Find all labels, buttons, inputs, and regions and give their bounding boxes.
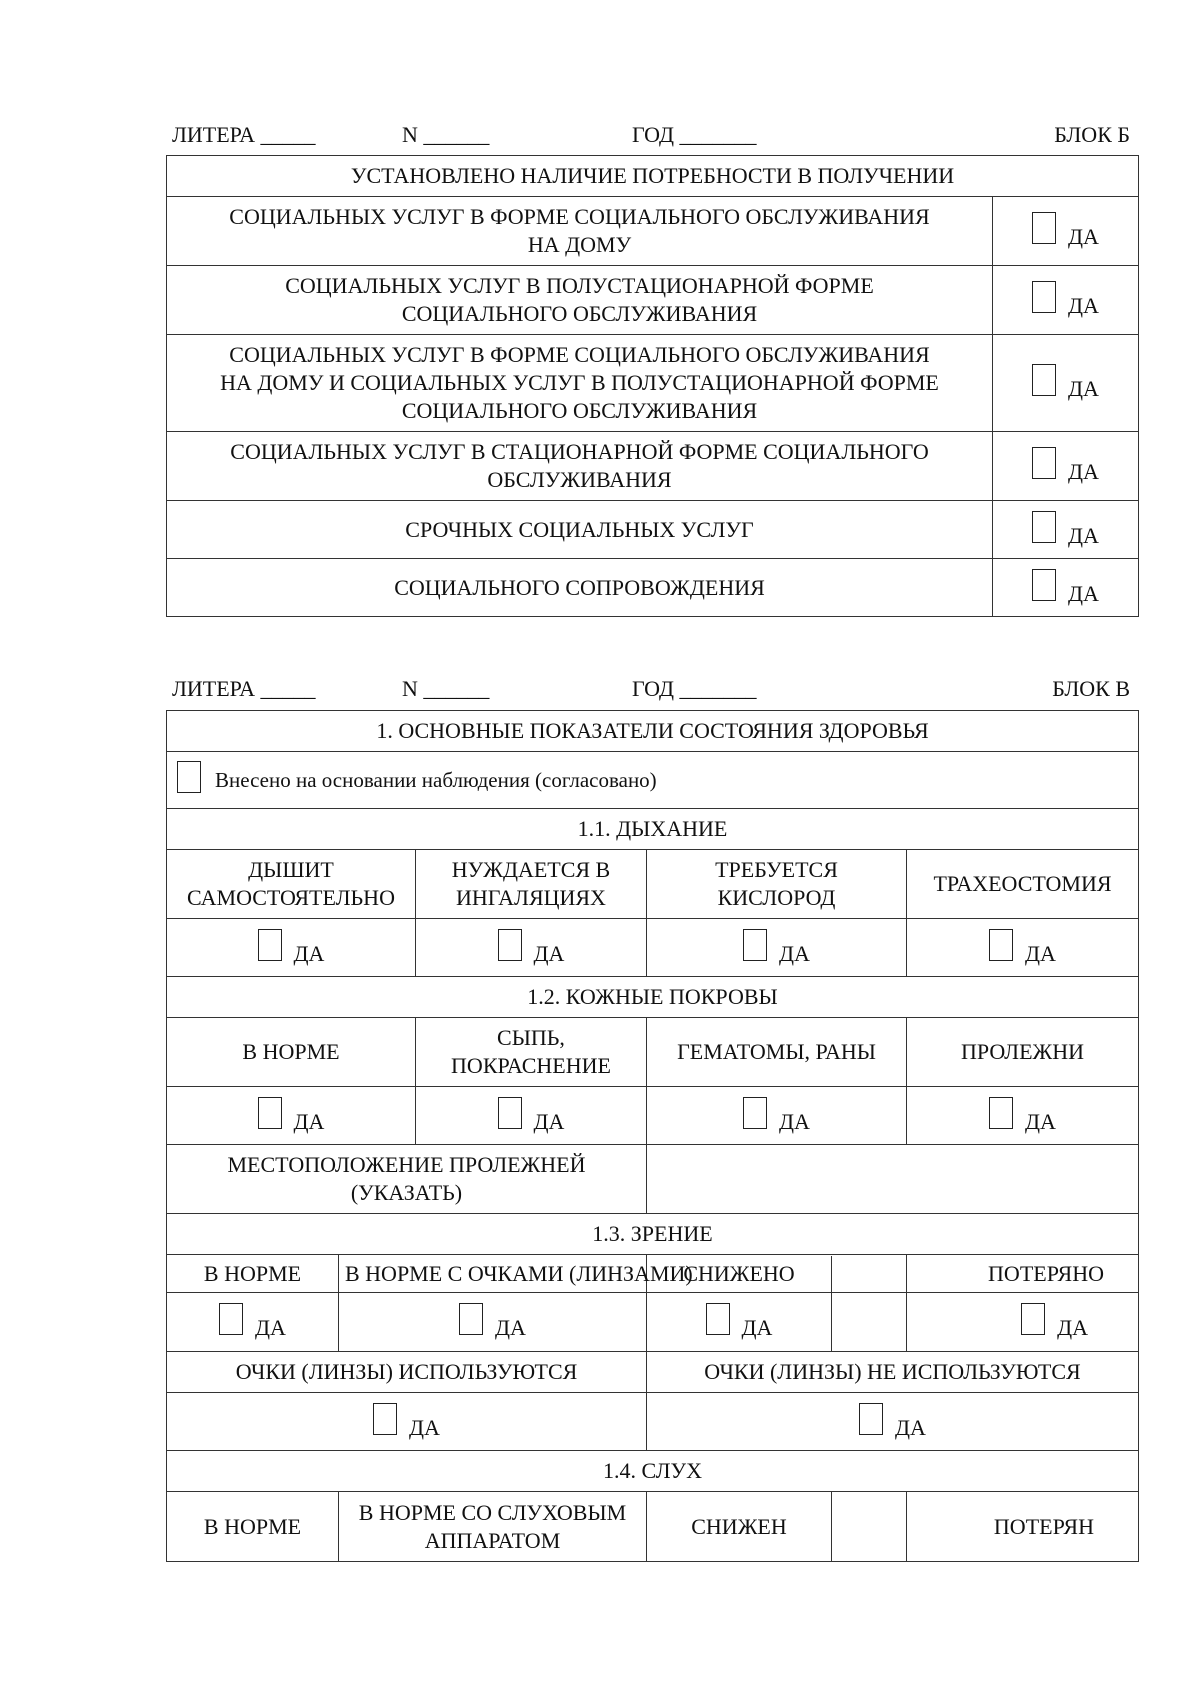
yes-cell <box>993 197 1139 266</box>
service-label <box>167 197 993 266</box>
yes-label: ДА <box>1025 1108 1056 1134</box>
yes-checkbox[interactable] <box>1032 569 1056 601</box>
hearing-section-title-row <box>167 1451 1139 1492</box>
service-label-line: ОБСЛУЖИВАНИЯ <box>487 467 672 492</box>
yes-label: ДА <box>741 1315 773 1340</box>
hearing-col-reduced: СНИЖЕН <box>647 1492 832 1561</box>
service-row <box>167 501 1139 559</box>
service-label-line: СОЦИАЛЬНЫХ УСЛУГ В СТАЦИОНАРНОЙ ФОРМЕ СОЦИАЛЬНОГО <box>230 439 929 464</box>
yes-checkbox[interactable] <box>498 929 522 961</box>
yes-cell <box>339 1293 647 1352</box>
yes-checkbox[interactable] <box>1032 511 1056 543</box>
vision-header-row <box>167 1255 1139 1293</box>
block-label: БЛОК Б <box>1054 122 1130 147</box>
yes-cell <box>416 919 647 977</box>
yes-checkbox[interactable] <box>859 1403 883 1435</box>
hearing-col-header <box>339 1492 647 1562</box>
breathing-col-line: ИНГАЛЯЦИЯХ <box>456 885 606 910</box>
vision-col-reduced: СНИЖЕНО <box>647 1256 832 1292</box>
breathing-col-line: САМОСТОЯТЕЛЬНО <box>187 885 395 910</box>
block-v-title: 1. ОСНОВНЫЕ ПОКАЗАТЕЛИ СОСТОЯНИЯ ЗДОРОВЬЯ <box>167 711 1139 752</box>
yes-cell <box>416 1087 647 1145</box>
yes-checkbox[interactable] <box>1021 1303 1045 1335</box>
vision-col-header <box>647 1255 907 1293</box>
yes-label: ДА <box>255 1315 286 1340</box>
yes-checkbox[interactable] <box>498 1097 522 1129</box>
breathing-col-header <box>167 850 416 919</box>
block-v-table <box>166 710 1139 1562</box>
bedsore-location-label <box>167 1145 647 1214</box>
hearing-split <box>647 1492 906 1561</box>
glasses-yes-row <box>167 1393 1139 1451</box>
glasses-not-used-header: ОЧКИ (ЛИНЗЫ) НЕ ИСПОЛЬЗУЮТСЯ <box>647 1352 1139 1393</box>
breathing-col-line: ДЫШИТ <box>248 857 334 882</box>
yes-label: ДА <box>1068 459 1099 484</box>
hearing-col-header: ПОТЕРЯН <box>907 1492 1139 1562</box>
block-b-title: УСТАНОВЛЕНО НАЛИЧИЕ ПОТРЕБНОСТИ В ПОЛУЧЕНИИ <box>167 156 1139 197</box>
yes-label: ДА <box>293 940 325 966</box>
service-label <box>167 335 993 432</box>
breathing-title: 1.1. ДЫХАНИЕ <box>167 809 1139 850</box>
yes-cell <box>647 919 907 977</box>
service-label-line: СОЦИАЛЬНЫХ УСЛУГ В ФОРМЕ СОЦИАЛЬНОГО ОБСЛУЖИВАНИЯ <box>229 342 930 367</box>
breathing-yes-row <box>167 919 1139 977</box>
skin-title: 1.2. КОЖНЫЕ ПОКРОВЫ <box>167 977 1139 1018</box>
block-b-title-row <box>167 156 1139 197</box>
service-label-line: СОЦИАЛЬНЫХ УСЛУГ В ПОЛУСТАЦИОНАРНОЙ ФОРМЕ <box>285 273 874 298</box>
yes-label: ДА <box>293 1108 325 1134</box>
yes-checkbox[interactable] <box>989 1097 1013 1129</box>
yes-label: ДА <box>495 1315 526 1340</box>
block-v-header <box>172 674 1130 704</box>
yes-checkbox[interactable] <box>706 1303 730 1335</box>
bedsore-location-row <box>167 1145 1139 1214</box>
yes-cell <box>907 1087 1139 1145</box>
service-label-line: НА ДОМУ <box>527 232 632 257</box>
yes-checkbox[interactable] <box>743 929 767 961</box>
hearing-spacer <box>832 1492 906 1561</box>
number-field: N ______ <box>402 122 490 147</box>
yes-label: ДА <box>779 940 810 966</box>
bedsore-location-line: МЕСТОПОЛОЖЕНИЕ ПРОЛЕЖНЕЙ <box>227 1152 586 1177</box>
yes-checkbox[interactable] <box>258 1097 282 1129</box>
observation-cell <box>167 752 1139 809</box>
yes-checkbox[interactable] <box>989 929 1013 961</box>
bedsore-location-line: (УКАЗАТЬ) <box>350 1180 463 1205</box>
year-field: ГОД _______ <box>632 122 757 147</box>
service-label-line: СОЦИАЛЬНЫХ УСЛУГ В ФОРМЕ СОЦИАЛЬНОГО ОБСЛУЖИВАНИЯ <box>229 204 930 229</box>
skin-col-header: В НОРМЕ <box>167 1018 416 1087</box>
skin-header-row <box>167 1018 1139 1087</box>
breathing-col-header: ТРАХЕОСТОМИЯ <box>907 850 1139 919</box>
skin-section-title-row <box>167 977 1139 1018</box>
service-label <box>167 266 993 335</box>
yes-cell <box>907 919 1139 977</box>
yes-checkbox[interactable] <box>1032 364 1056 396</box>
yes-label: ДА <box>1057 1315 1088 1340</box>
yes-checkbox[interactable] <box>1032 447 1056 479</box>
breathing-col-line: НУЖДАЕТСЯ В <box>451 857 611 882</box>
breathing-col-line: ТРЕБУЕТСЯ <box>715 857 838 882</box>
litera-field: ЛИТЕРА _____ <box>172 676 316 701</box>
hearing-col-line: АППАРАТОМ <box>424 1527 561 1553</box>
yes-cell <box>907 1293 1139 1352</box>
yes-label: ДА <box>1068 293 1099 318</box>
skin-col-header: ПРОЛЕЖНИ <box>907 1018 1139 1087</box>
observation-checkbox[interactable] <box>177 761 201 793</box>
year-field: ГОД _______ <box>632 676 757 701</box>
yes-label: ДА <box>409 1414 440 1440</box>
breathing-section-title-row <box>167 809 1139 850</box>
block-b-header <box>172 120 1130 150</box>
yes-cell <box>167 1393 647 1451</box>
vision-col-header: ПОТЕРЯНО <box>907 1255 1139 1293</box>
vision-yes-split <box>647 1293 906 1351</box>
vision-spacer <box>832 1256 906 1292</box>
yes-cell <box>167 919 416 977</box>
skin-col-header <box>416 1018 647 1087</box>
service-label-line: НА ДОМУ И СОЦИАЛЬНЫХ УСЛУГ В ПОЛУСТАЦИОНАРНОЙ ФОРМЕ <box>220 370 939 395</box>
hearing-col-header: В НОРМЕ <box>167 1492 339 1562</box>
yes-label: ДА <box>1068 224 1099 249</box>
service-label: СРОЧНЫХ СОЦИАЛЬНЫХ УСЛУГ <box>167 501 993 559</box>
yes-label: ДА <box>1068 522 1099 548</box>
yes-cell <box>167 1087 416 1145</box>
yes-cell <box>993 432 1139 501</box>
yes-checkbox[interactable] <box>1032 281 1056 313</box>
yes-label: ДА <box>533 940 565 966</box>
breathing-header-row <box>167 850 1139 919</box>
service-label-line: СОЦИАЛЬНОГО ОБСЛУЖИВАНИЯ <box>401 398 758 423</box>
glasses-header-row <box>167 1352 1139 1393</box>
vision-yes-row <box>167 1293 1139 1352</box>
breathing-col-header <box>647 850 907 919</box>
yes-cell <box>993 559 1139 617</box>
skin-col-header: ГЕМАТОМЫ, РАНЫ <box>647 1018 907 1087</box>
service-row <box>167 432 1139 501</box>
service-row <box>167 197 1139 266</box>
vision-col-header: В НОРМЕ С ОЧКАМИ (ЛИНЗАМИ) <box>339 1255 647 1293</box>
yes-cell <box>167 1293 339 1352</box>
yes-label: ДА <box>1068 580 1099 606</box>
block-v-title-row <box>167 711 1139 752</box>
yes-checkbox[interactable] <box>258 929 282 961</box>
breathing-col-header <box>416 850 647 919</box>
yes-label: ДА <box>533 1108 565 1134</box>
yes-cell <box>647 1087 907 1145</box>
hearing-title: 1.4. СЛУХ <box>167 1451 1139 1492</box>
yes-label: ДА <box>1025 940 1056 966</box>
yes-label: ДА <box>779 1108 810 1134</box>
service-label-line: СОЦИАЛЬНОГО ОБСЛУЖИВАНИЯ <box>401 301 758 326</box>
service-row <box>167 335 1139 432</box>
observation-note: Внесено на основании наблюдения (согласовано) <box>215 768 657 792</box>
vision-title: 1.3. ЗРЕНИЕ <box>167 1214 1139 1255</box>
yes-cell <box>993 266 1139 335</box>
yes-checkbox[interactable] <box>459 1303 483 1335</box>
vision-col-header: В НОРМЕ <box>167 1255 339 1293</box>
service-row <box>167 266 1139 335</box>
yes-checkbox[interactable] <box>1032 212 1056 244</box>
hearing-header-row <box>167 1492 1139 1562</box>
yes-label: ДА <box>895 1414 926 1440</box>
vision-spacer <box>832 1293 906 1351</box>
service-row <box>167 559 1139 617</box>
yes-cell <box>993 501 1139 559</box>
yes-checkbox[interactable] <box>373 1403 397 1435</box>
hearing-col-line: В НОРМЕ СО СЛУХОВЫМ <box>358 1499 627 1525</box>
yes-cell <box>647 1393 1139 1451</box>
block-label: БЛОК В <box>1052 676 1130 701</box>
yes-cell <box>993 335 1139 432</box>
observation-row <box>167 752 1139 809</box>
yes-subcell <box>647 1293 832 1351</box>
hearing-col-header <box>647 1492 907 1562</box>
breathing-col-line: КИСЛОРОД <box>717 885 836 910</box>
block-b-table <box>166 155 1139 617</box>
number-field: N ______ <box>402 676 490 701</box>
litera-field: ЛИТЕРА _____ <box>172 122 316 147</box>
yes-checkbox[interactable] <box>743 1097 767 1129</box>
yes-cell <box>647 1293 907 1352</box>
service-label <box>167 432 993 501</box>
service-label: СОЦИАЛЬНОГО СОПРОВОЖДЕНИЯ <box>167 559 993 617</box>
skin-col-line: СЫПЬ, <box>497 1025 565 1050</box>
vision-split <box>647 1256 906 1292</box>
vision-section-title-row <box>167 1214 1139 1255</box>
yes-label: ДА <box>1068 376 1099 401</box>
skin-yes-row <box>167 1087 1139 1145</box>
bedsore-location-input[interactable] <box>647 1145 1139 1214</box>
skin-col-line: ПОКРАСНЕНИЕ <box>451 1053 611 1078</box>
glasses-used-header: ОЧКИ (ЛИНЗЫ) ИСПОЛЬЗУЮТСЯ <box>167 1352 647 1393</box>
yes-checkbox[interactable] <box>219 1303 243 1335</box>
